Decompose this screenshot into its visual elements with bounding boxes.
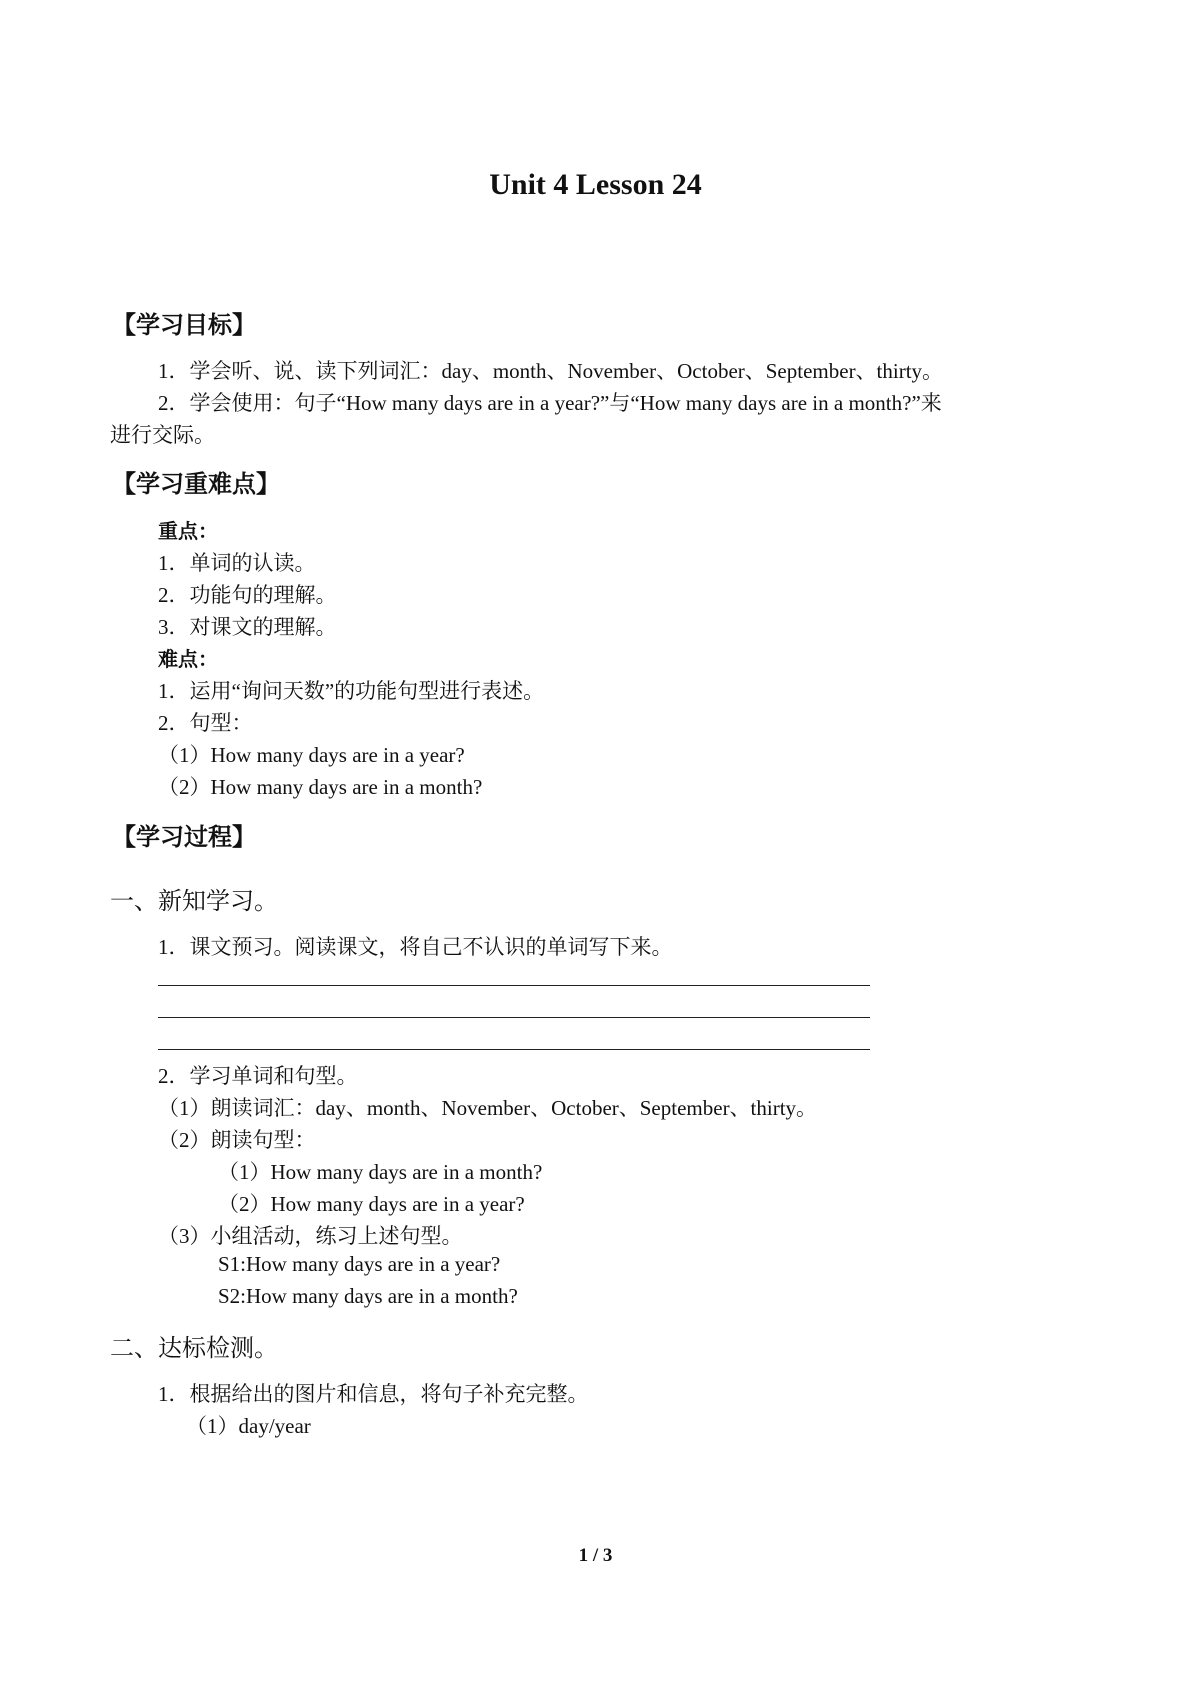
task-2-1: （1）朗读词汇：day、month、November、October、September、thirty。	[158, 1096, 818, 1120]
dialogue-line: S2:How many days are in a month?	[218, 1284, 518, 1308]
focus-label: 重点：	[158, 519, 218, 543]
task-2-3: （3）小组活动，练习上述句型。	[158, 1224, 463, 1248]
answer-line[interactable]	[158, 985, 870, 986]
task-2: 2．学习单词和句型。	[158, 1064, 358, 1088]
process-heading: 【学习过程】	[112, 823, 256, 851]
task-2-2-item: （1）How many days are in a month?	[218, 1160, 543, 1184]
pattern-item: （1）How many days are in a year?	[158, 743, 465, 767]
test-1: 1．根据给出的图片和信息，将句子补充完整。	[158, 1382, 589, 1406]
objectives-heading: 【学习目标】	[112, 311, 256, 339]
objective-item-2-cont: 进行交际。	[110, 423, 215, 447]
page-title: Unit 4 Lesson 24	[489, 168, 702, 201]
focus-item: 1．单词的认读。	[158, 551, 316, 575]
objective-item-1: 1．学会听、说、读下列词汇：day、month、November、October、September、thirty。	[158, 359, 944, 383]
difficulty-item: 1．运用“询问天数”的功能句型进行表述。	[158, 679, 545, 703]
difficulty-label: 难点：	[158, 647, 218, 671]
answer-line[interactable]	[158, 1017, 870, 1018]
task-2-2: （2）朗读句型：	[158, 1128, 316, 1152]
task-2-2-item: （2）How many days are in a year?	[218, 1192, 525, 1216]
pattern-item: （2）How many days are in a month?	[158, 775, 483, 799]
page-number: 1 / 3	[578, 1545, 613, 1566]
key-points-heading: 【学习重难点】	[112, 470, 280, 498]
dialogue-line: S1:How many days are in a year?	[218, 1252, 501, 1276]
objective-item-2: 2．学会使用：句子“How many days are in a year?”与“How many days are in a month?”来	[158, 391, 942, 415]
test-1-1: （1）day/year	[186, 1414, 311, 1438]
answer-line[interactable]	[158, 1049, 870, 1050]
task-1: 1．课文预习。阅读课文，将自己不认识的单词写下来。	[158, 935, 673, 959]
part1-title: 一、新知学习。	[110, 887, 278, 915]
focus-item: 2．功能句的理解。	[158, 583, 337, 607]
difficulty-item: 2．句型：	[158, 711, 253, 735]
focus-item: 3．对课文的理解。	[158, 615, 337, 639]
part2-title: 二、达标检测。	[110, 1334, 278, 1362]
